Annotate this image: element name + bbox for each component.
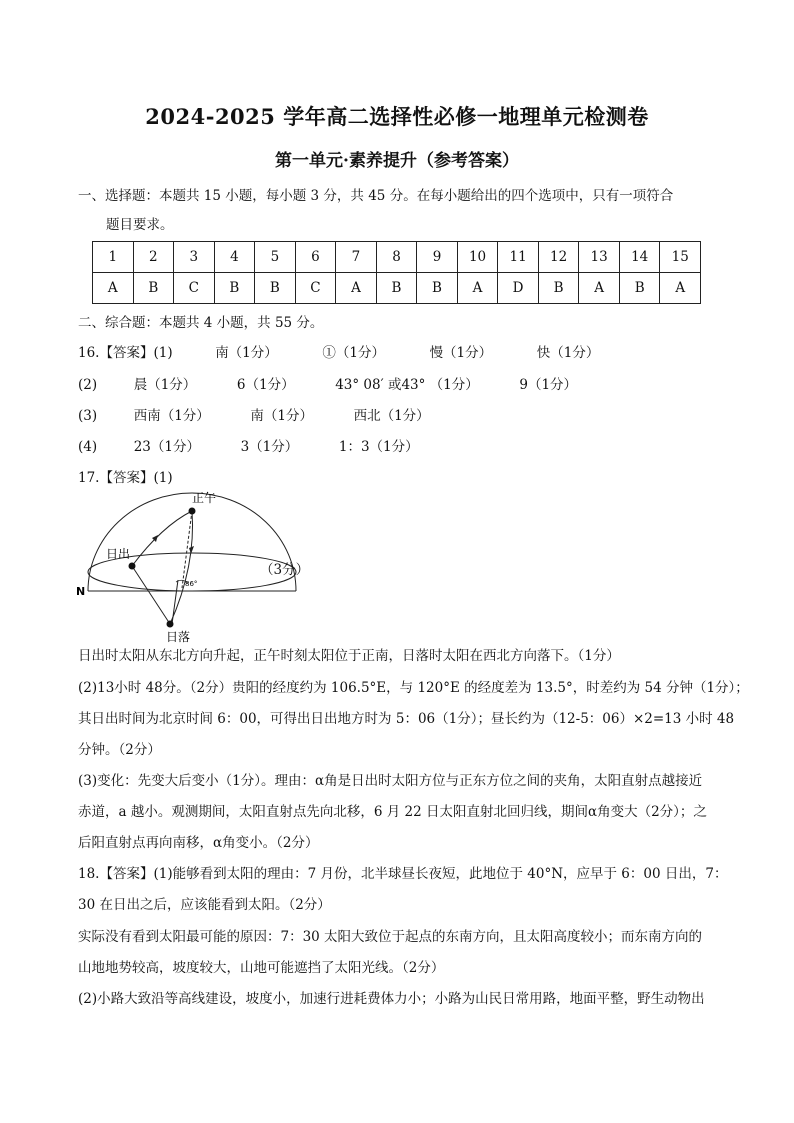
section2-heading: 二、综合题：本题共 4 小题，共 55 分。 [78, 315, 324, 331]
answer-cell: C [174, 273, 215, 304]
north-label: N [76, 585, 86, 598]
sun-path-afternoon [170, 511, 193, 624]
section1-instructions: 一、选择题：本题共 15 小题，每小题 3 分，共 45 分。在每小题给出的四个选项中，只有一项符合 [78, 188, 674, 204]
angle-label: 86° [185, 580, 198, 588]
q17-text-1: 日出时太阳从东北方向升起，正午时刻太阳位于正南，日落时太阳在西北方向落下。（1分） [78, 648, 620, 664]
question-number: 9 [417, 242, 458, 273]
q16-answer: 南（1分） [250, 408, 313, 424]
q16-answer: 快（1分） [536, 345, 600, 361]
answer-cell: C [295, 273, 336, 304]
q17-text-6: 赤道，a 越小。观测期间，太阳直射点先向北移，6 月 22 日太阳直射北回归线，期间α角变大（2分）；之 [78, 804, 707, 820]
q16-answer: 晨（1分） [133, 377, 197, 393]
q16-part2 [78, 375, 577, 395]
q16-answer: 23（1分） [133, 439, 200, 455]
answer-table [92, 241, 701, 304]
answer-cell: B [538, 273, 579, 304]
q16-answer: ①（1分） [322, 345, 385, 361]
q16-answer: 9（1分） [519, 377, 578, 393]
question-number: 8 [376, 242, 417, 273]
sunrise-sun-point [129, 563, 136, 570]
answer-cell: A [660, 273, 701, 304]
sunrise-direction-line [132, 566, 170, 624]
q18-text-3: 实际没有看到太阳最可能的原因：7：30 太阳大致位于起点的东南方向，且太阳高度较小；而东南方向的 [78, 929, 703, 945]
answer-cell: B [133, 273, 174, 304]
question-number: 4 [214, 242, 255, 273]
question-number: 5 [255, 242, 296, 273]
answer-cell: B [417, 273, 458, 304]
answer-table-answer-row [93, 273, 701, 304]
answer-cell: A [93, 273, 134, 304]
sunset-sun-point [167, 621, 174, 628]
noon-sun-point [189, 508, 196, 515]
q17-text-7: 后阳直射点再向南移，α角变小。（2分） [78, 835, 319, 851]
question-number: 12 [538, 242, 579, 273]
q16-part-label: (3) [78, 408, 98, 424]
question-number: 3 [174, 242, 215, 273]
q17-text-4: 分钟。（2分） [78, 742, 161, 758]
q16-answer: 43° 08′ 或43° （1分） [335, 377, 479, 393]
answer-cell: A [579, 273, 620, 304]
answer-cell: B [619, 273, 660, 304]
q16-answer: 西南（1分） [133, 408, 210, 424]
q16-answer: 西北（1分） [353, 408, 430, 424]
answer-cell: B [376, 273, 417, 304]
answer-cell: B [255, 273, 296, 304]
q17-text-2: (2)13小时 48分。（2分）贵阳的经度约为 106.5°E，与 120°E 的经度差为 13.5°，时差约为 54 分钟（1分）； [78, 680, 749, 696]
question-number: 10 [457, 242, 498, 273]
q18-text-4: 山地地势较高，坡度较大，山地可能遮挡了太阳光线。（2分） [78, 960, 445, 976]
q16-answer: 南（1分） [215, 345, 278, 361]
q16-answer: 6（1分） [236, 377, 295, 393]
diagram-score: （3分） [260, 562, 310, 578]
q16-part3 [78, 406, 430, 426]
q18-text-5: (2)小路大致沿等高线建设，坡度小，加速行进耗费体力小；小路为山民日常用路，地面平整，野生动物出 [78, 991, 705, 1007]
question-number: 6 [295, 242, 336, 273]
question-number: 11 [498, 242, 539, 273]
q17-text-5: (3)变化：先变大后变小（1分）。理由：α角是日出时太阳方位与正东方位之间的夹角，太阳直射点越接近 [78, 773, 703, 789]
sunset-label: 日落 [166, 630, 191, 644]
answer-cell: D [498, 273, 539, 304]
answer-cell: B [214, 273, 255, 304]
sunrise-label: 日出 [106, 547, 131, 561]
q17-label: 17.【答案】(1) [78, 470, 173, 486]
q16-part-label: (2) [78, 377, 98, 393]
question-number: 15 [660, 242, 701, 273]
q16-label: 16.【答案】(1) [78, 345, 173, 361]
vertical-axis-line [172, 580, 178, 624]
q16-answer: 慢（1分） [429, 345, 493, 361]
q16-answer: 1：3（1分） [338, 439, 419, 455]
sun-path-morning [132, 511, 192, 566]
q18-text-2: 30 在日出之后，应该能看到太阳。（2分） [78, 897, 331, 913]
page-title: 2024-2025 学年高二选择性必修一地理单元检测卷 [145, 104, 649, 129]
q16-part-label: (4) [78, 439, 98, 455]
q16-answer: 3（1分） [240, 439, 299, 455]
q17-text-3: 其日出时间为北京时间 6：00，可得出日出地方时为 5：06（1分）；昼长约为（12-5：06）×2=13 小时 48 [78, 711, 735, 727]
question-number: 14 [619, 242, 660, 273]
section1-instructions-cont: 题目要求。 [106, 217, 174, 233]
question-number: 7 [336, 242, 377, 273]
q18-text-1: 18.【答案】(1)能够看到太阳的理由：7 月份，北半球昼长夜短，此地位于 40°N，应早于 6：00 日出，7： [78, 866, 728, 882]
answer-cell: A [336, 273, 377, 304]
q16-part1 [78, 343, 599, 363]
question-number: 13 [579, 242, 620, 273]
q16-part4 [78, 437, 419, 457]
answer-table-number-row [93, 242, 701, 273]
question-number: 2 [133, 242, 174, 273]
answer-cell: A [457, 273, 498, 304]
noon-label: 正午 [192, 491, 217, 505]
page-subtitle: 第一单元·素养提升（参考答案） [275, 151, 519, 171]
question-number: 1 [93, 242, 134, 273]
